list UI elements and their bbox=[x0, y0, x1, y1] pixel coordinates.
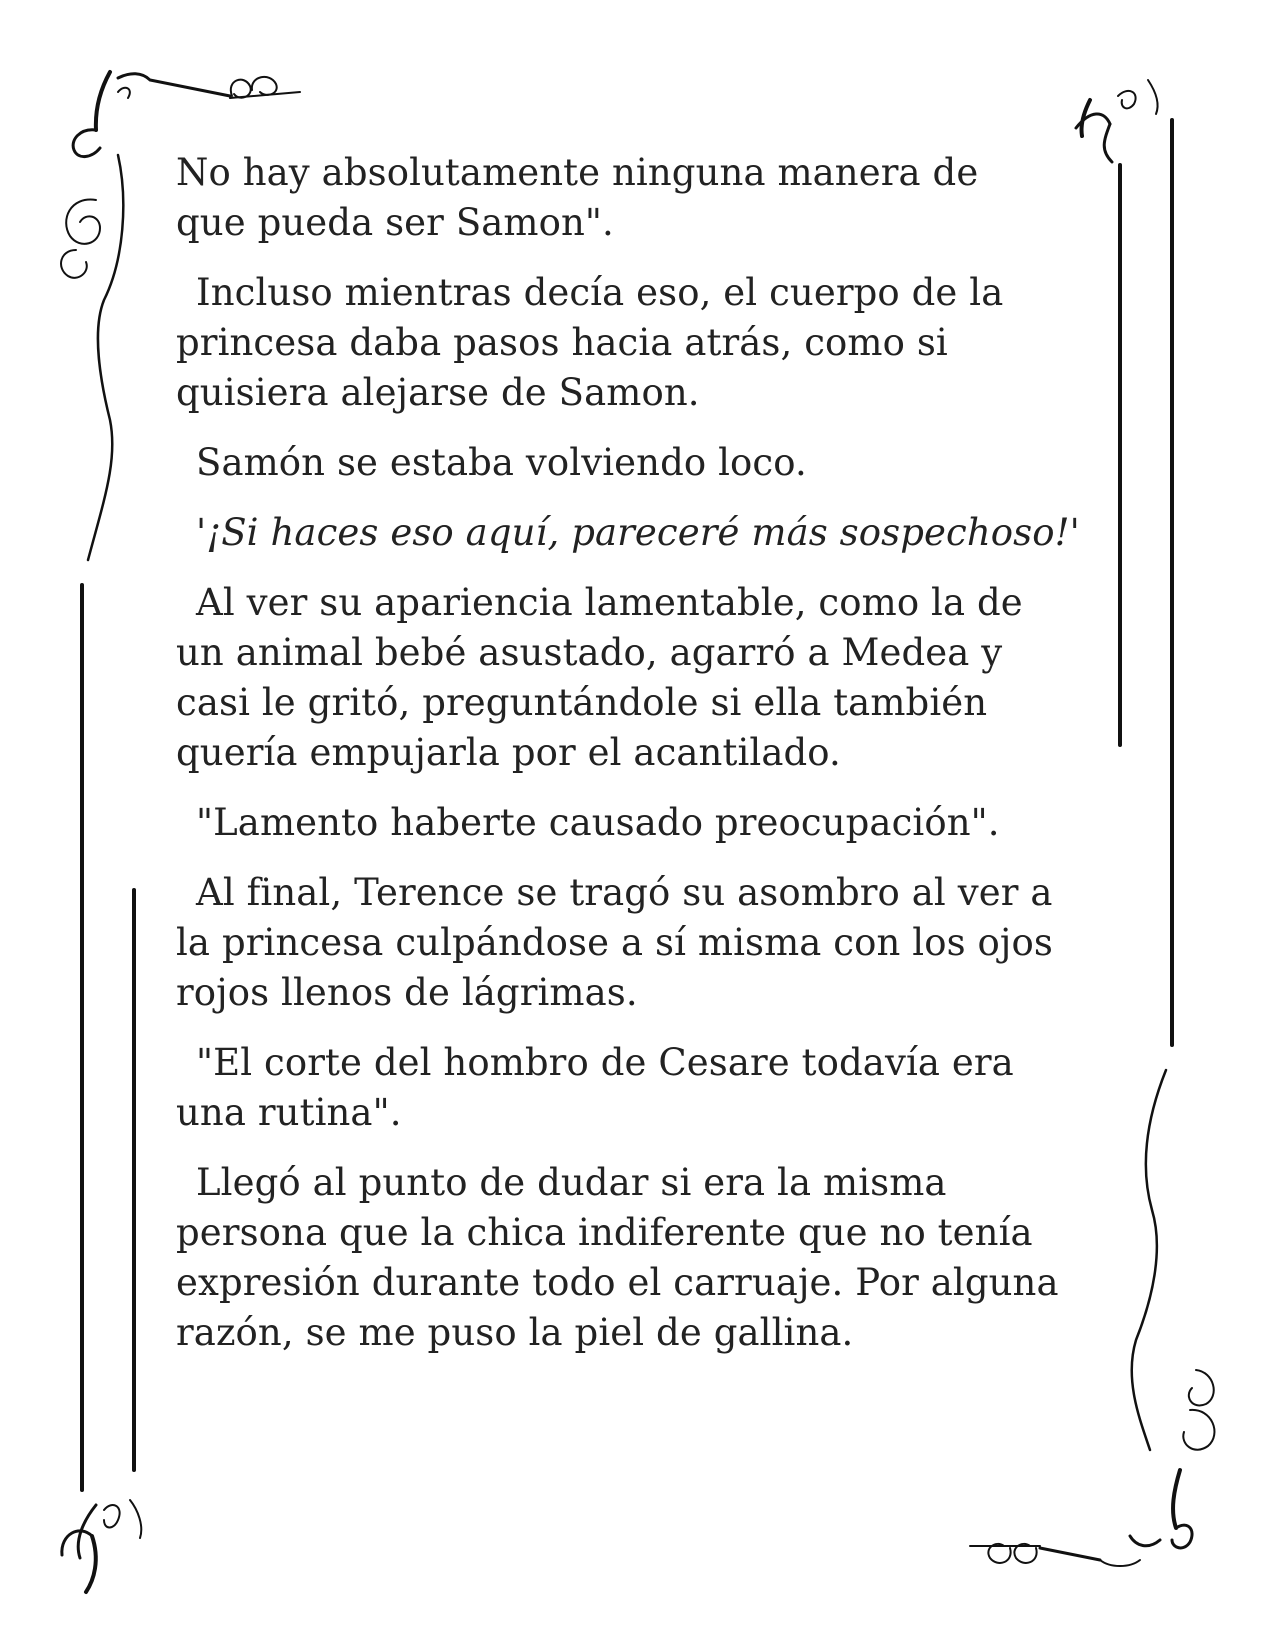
text-line: '¡Si haces eso aquí, pareceré más sospechoso!' bbox=[196, 511, 1080, 554]
text-line: la princesa culpándose a sí misma con los ojos bbox=[176, 921, 1053, 964]
bottom-left-flourish bbox=[62, 1500, 141, 1592]
paragraph-6 bbox=[176, 798, 1076, 848]
text-line: Incluso mientras decía eso, el cuerpo de la bbox=[196, 271, 1004, 314]
text-line: quisiera alejarse de Samon. bbox=[176, 371, 700, 414]
text-line: quería empujarla por el acantilado. bbox=[176, 731, 841, 774]
text-line: rojos llenos de lágrimas. bbox=[176, 971, 638, 1014]
top-right-flourish bbox=[1076, 80, 1158, 162]
document-body bbox=[176, 148, 1080, 1378]
paragraph-3 bbox=[176, 438, 1076, 488]
text-line: Samón se estaba volviendo loco. bbox=[196, 441, 807, 484]
text-line: un animal bebé asustado, agarró a Medea y bbox=[176, 631, 1003, 674]
paragraph-9 bbox=[176, 1158, 1076, 1358]
text-line: "El corte del hombro de Cesare todavía era bbox=[196, 1041, 1014, 1084]
text-line: Al ver su apariencia lamentable, como la de bbox=[196, 581, 1023, 624]
text-line: Al final, Terence se tragó su asombro al ver a bbox=[196, 871, 1053, 914]
paragraph-5 bbox=[176, 578, 1076, 778]
text-line: persona que la chica indiferente que no tenía bbox=[176, 1211, 1033, 1254]
text-line: princesa daba pasos hacia atrás, como si bbox=[176, 321, 948, 364]
text-line: una rutina". bbox=[176, 1091, 402, 1134]
text-line: Llegó al punto de dudar si era la misma bbox=[196, 1161, 947, 1204]
paragraph-1 bbox=[176, 148, 1076, 248]
text-line: casi le gritó, preguntándole si ella también bbox=[176, 681, 988, 724]
text-line: que pueda ser Samon". bbox=[176, 201, 614, 244]
paragraph-7 bbox=[176, 868, 1076, 1018]
text-line: No hay absolutamente ninguna manera de bbox=[176, 151, 979, 194]
paragraph-2 bbox=[176, 268, 1076, 418]
paragraph-4-thought bbox=[176, 508, 1080, 558]
text-line: expresión durante todo el carruaje. Por alguna bbox=[176, 1261, 1059, 1304]
paragraph-8 bbox=[176, 1038, 1076, 1138]
text-line: "Lamento haberte causado preocupación". bbox=[196, 801, 1000, 844]
text-line: razón, se me puso la piel de gallina. bbox=[176, 1311, 854, 1354]
